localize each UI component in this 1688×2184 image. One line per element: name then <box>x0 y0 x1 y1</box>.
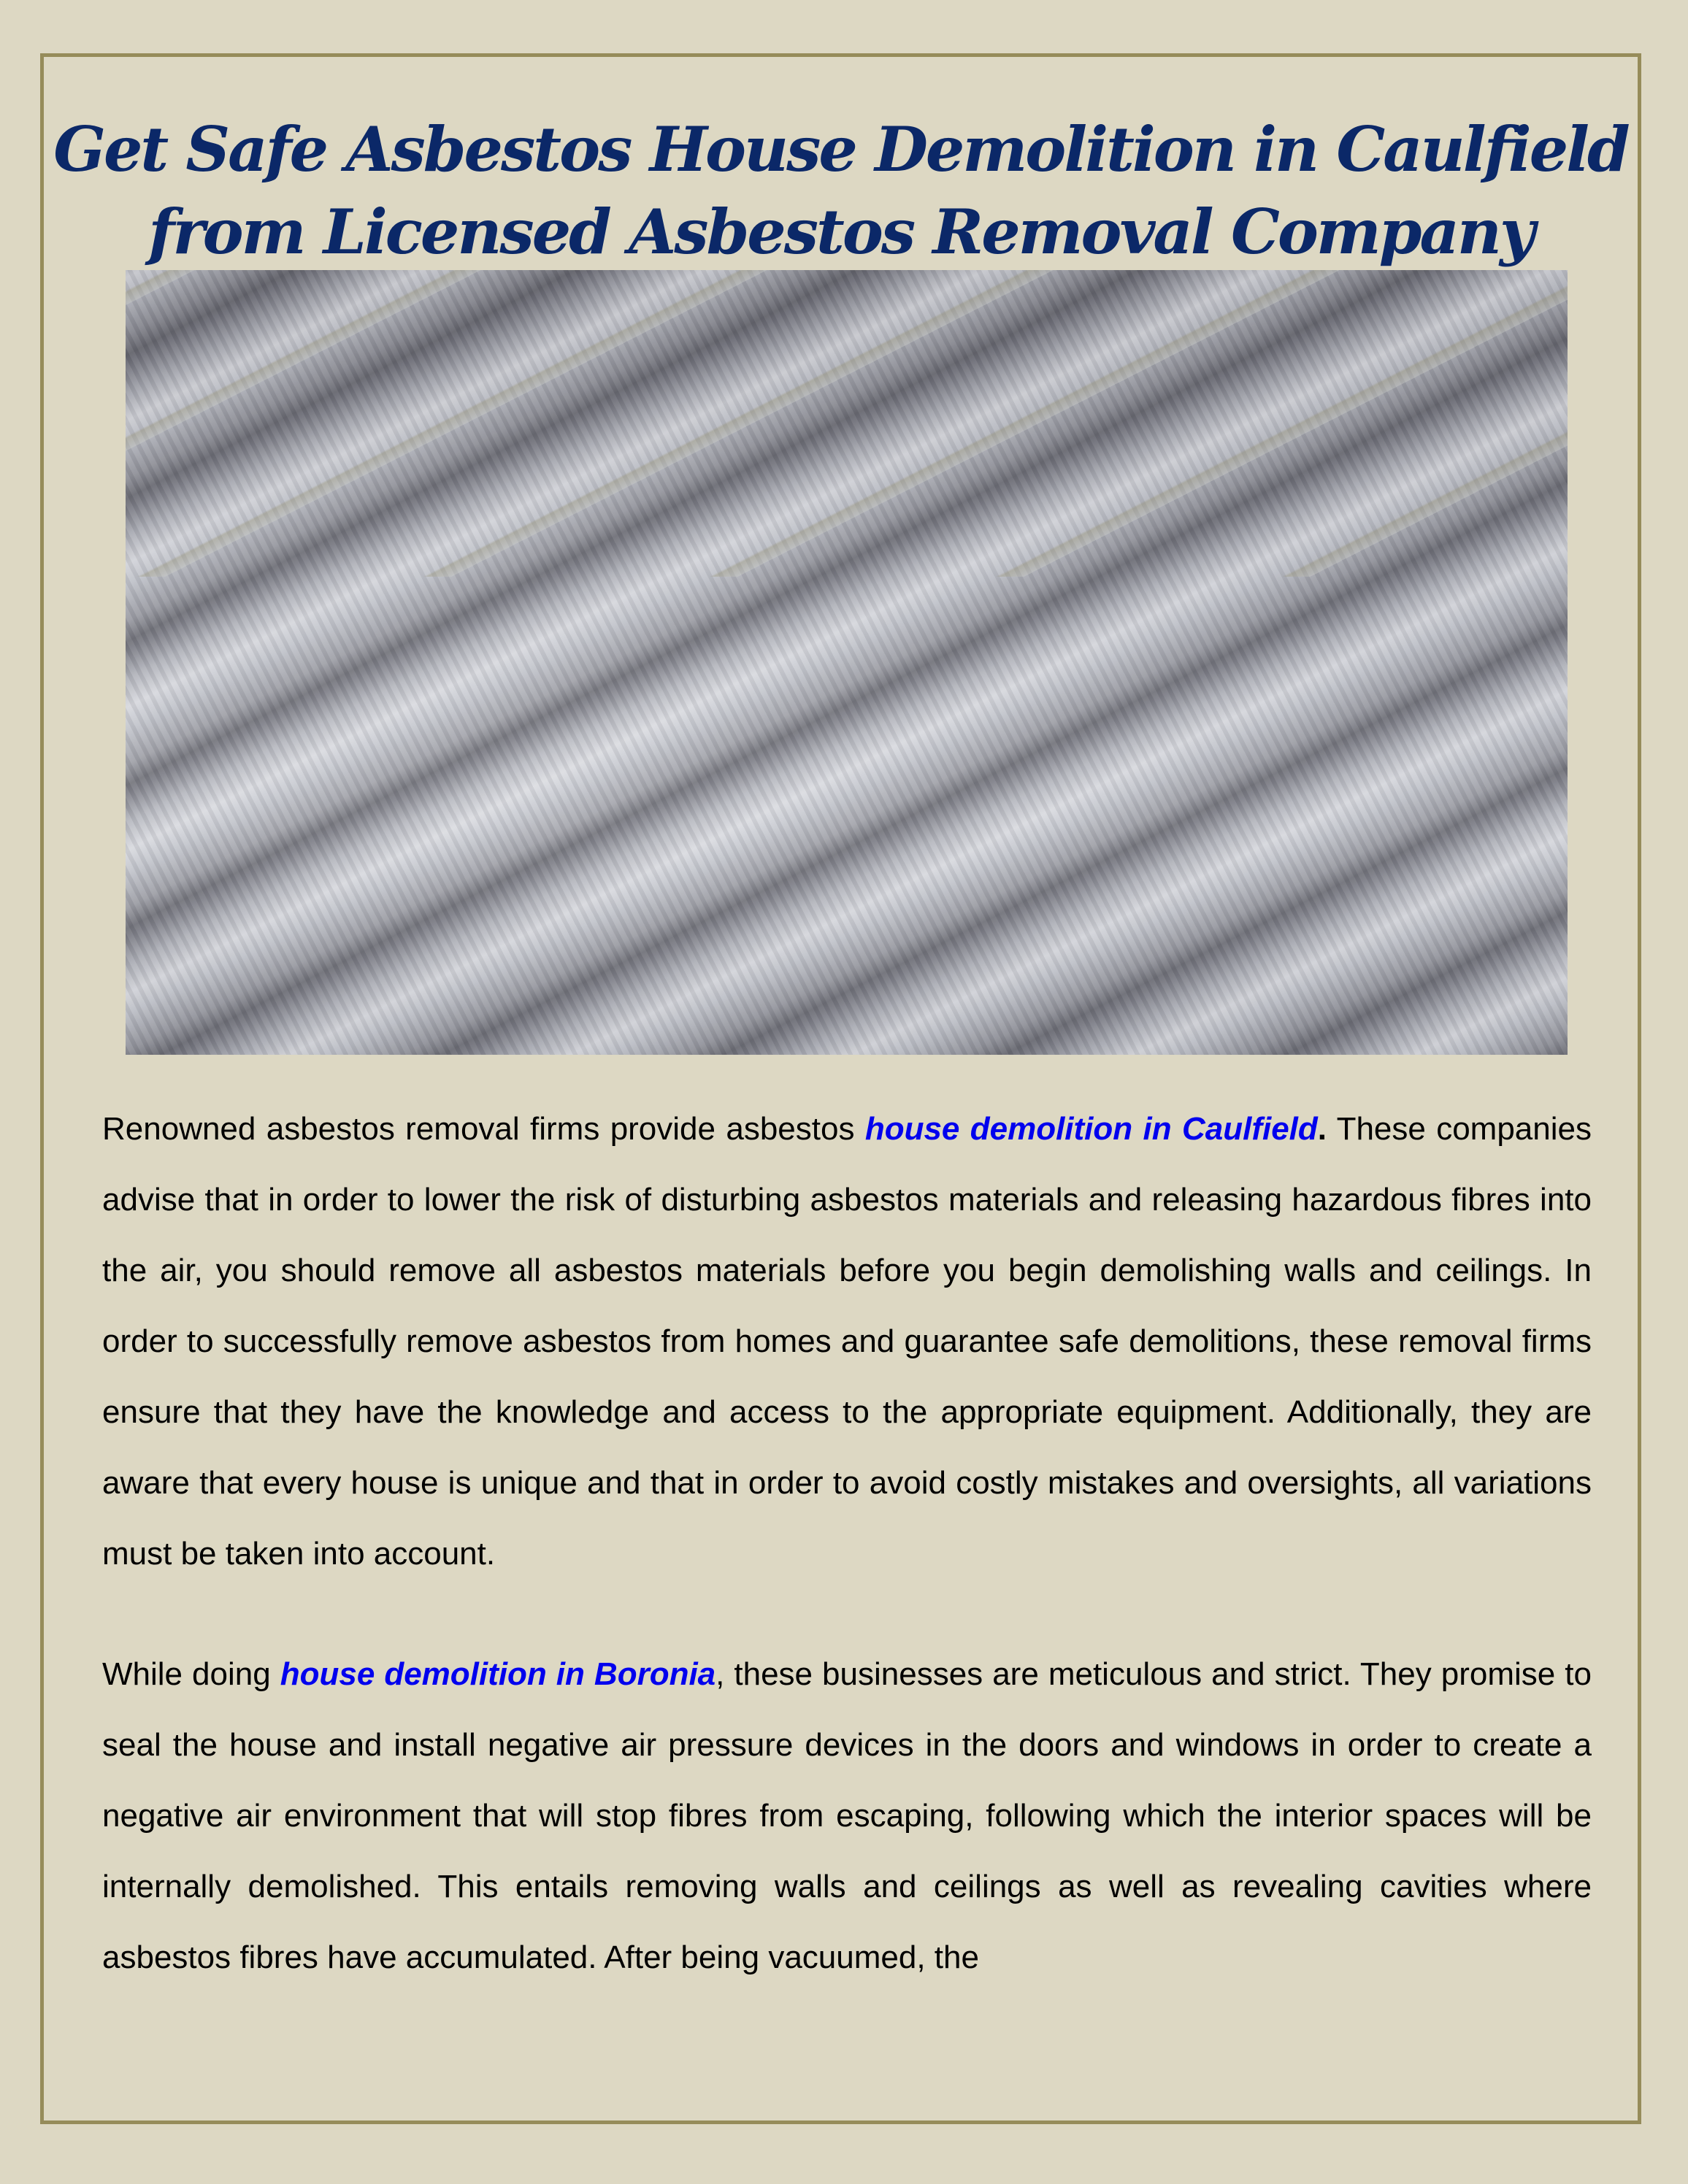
link-house-demolition-caulfield[interactable]: house demolition in Caulfield <box>864 1111 1318 1147</box>
paragraph-1-text-after: These companies advise that in order to lower the risk of disturbing asbestos materials and releasing hazardous fibres into the air, you should remove all asbestos materials before you begin demolishing walls and ceilings. In order to successfully remove asbestos from homes and guarantee safe demolitions, these removal firms ensure that they have the knowledge and access to the appropriate equipment. Additionally, they are aware that every house is unique and that in order to avoid costly mistakes and oversights, all variations must be taken into account. <box>102 1111 1592 1572</box>
image-ridge-caps <box>126 270 1568 577</box>
page-frame <box>40 53 1641 2124</box>
title-line-2: from Licensed Asbestos Removal Company <box>148 196 1533 268</box>
paragraph-2 <box>102 1639 1592 1993</box>
paragraph-2-text-before: While doing <box>102 1656 280 1692</box>
link-house-demolition-boronia[interactable]: house demolition in Boronia <box>280 1656 716 1692</box>
paragraph-1-link-suffix: . <box>1317 1111 1327 1147</box>
paragraph-1 <box>102 1093 1592 1589</box>
asbestos-roof-image <box>126 270 1568 1055</box>
article-body <box>102 1093 1592 2042</box>
page-title <box>44 108 1638 273</box>
paragraph-2-text-after: , these businesses are meticulous and strict. They promise to seal the house and install negative air pressure devices in the doors and windows in order to create a negative air environment that will stop fibres from escaping, following which the interior spaces will be internally demolished. This entails removing walls and ceilings as well as revealing cavities where asbestos fibres have accumulated. After being vacuumed, the <box>102 1656 1592 1975</box>
title-line-1: Get Safe Asbestos House Demolition in Caulfield <box>53 113 1628 185</box>
paragraph-1-text-before: Renowned asbestos removal firms provide asbestos <box>102 1111 865 1147</box>
